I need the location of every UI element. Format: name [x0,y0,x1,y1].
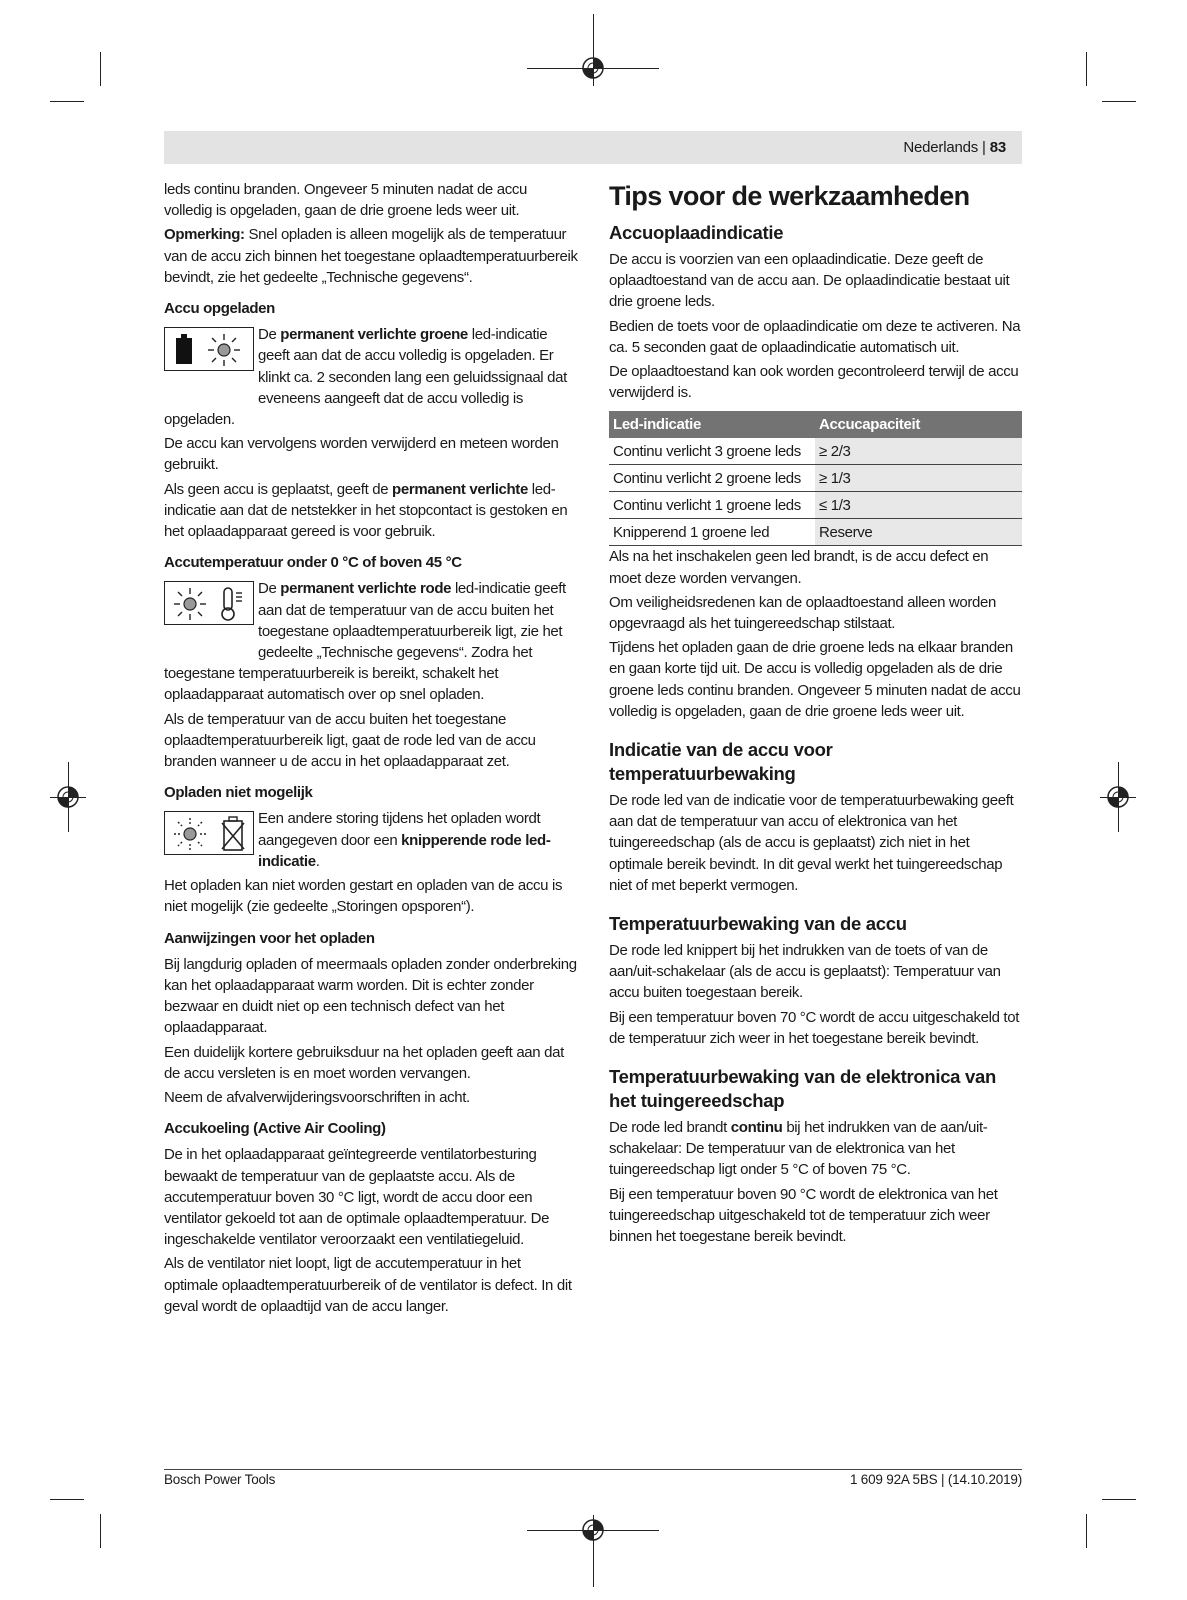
note-label: Opmerking: [164,226,245,244]
table-cell: ≥ 2/3 [815,438,1022,465]
table-cell: ≥ 1/3 [815,465,1022,492]
section-title-accutemperatuur: Accutemperatuur onder 0 °C of boven 45 °C [164,554,462,572]
led-indicator-box [164,327,254,371]
section-title-aanwijzingen: Aanwijzingen voor het opladen [164,929,375,947]
section-title-opladen-niet-mogelijk: Opladen niet mogelijk [164,784,313,802]
section-title-accuoplaadindicatie: Accuoplaadindicatie [609,222,784,243]
note-paragraph [164,224,578,288]
temperatuurbewaking-accu-p2: Bij een temperatuur boven 70 °C wordt de accu uitgeschakeld tot de temperatuur zich weer in het toegestane bereik bevindt. [609,1008,1020,1047]
after-table-p3: Tijdens het opladen gaan de drie groene leds na elkaar branden en gaan korte tijd uit. De accu is volledig opgeladen als de drie groene leds continu branden. Ongeveer 5 minuten nadat de accu volledig is opgeladen, gaan de drie groene leds weer uit. [609,639,1021,720]
crop-mark [1102,101,1136,102]
table-row [609,492,1022,519]
table-header-capacity: Accucapaciteit [815,411,1022,438]
crop-mark [1086,1514,1087,1548]
accuoplaadindicatie-p1: De accu is voorzien van een oplaadindicatie. Deze geeft de oplaadtoestand van de accu aan. De oplaadindicatie bestaat uit drie groene leds. [609,251,1010,311]
opladen-niet-mogelijk-p2: Het opladen kan niet worden gestart en opladen van de accu is niet mogelijk (zie gedeelte „Storingen opsporen“). [164,877,563,916]
crop-mark [50,1499,84,1500]
page-header [164,131,1022,164]
section-title-indicatie-temperatuurbewaking: Indicatie van de accu voor temperatuurbewaking [609,739,833,785]
section-accu-opgeladen [164,324,578,430]
crop-mark [1086,52,1087,86]
temperatuurbewaking-elektronica-p2: Bij een temperatuur boven 90 °C wordt de elektronica van het tuingereedschap uitgeschakeld tot de temperatuur zich weer binnen het toegestane bereik bevindt. [609,1185,998,1246]
thermometer-icon [217,586,247,622]
section-title-accukoeling: Accukoeling (Active Air Cooling) [164,1120,386,1138]
section-title-accu-opgeladen: Accu opgeladen [164,300,275,318]
battery-error-icon [219,816,247,852]
footer-rule [164,1469,1022,1470]
note-text: Snel opladen is alleen mogelijk als de temperatuur van de accu zich binnen het toegestane oplaadtemperatuurbereik bevindt, zie het gedeelte „Technische gegevens“. [164,226,578,286]
table-header-row [609,411,1022,438]
accukoeling-p1: De in het oplaadapparaat geïntegreerde ventilatorbesturing bewaakt de temperatuur van de geplaatste accu. Als de accutemperatuur boven 30 °C ligt, wordt de accu door een ventilator gekoeld tot aan de optimale oplaadtemperatuur. De ingeschakelde ventilator veroorzaakt een ventilatiegeluid. [164,1146,550,1249]
section-opladen-niet-mogelijk [164,808,578,872]
capacity-table [609,411,1022,546]
accuoplaadindicatie-p2: Bedien de toets voor de oplaadindicatie om deze te activeren. Na ca. 5 seconden gaat de oplaadindicatie automatisch uit. [609,317,1021,356]
header-separator: | [982,139,986,156]
table-row [609,519,1022,546]
accutemperatuur-p2: Als de temperatuur van de accu buiten het toegestane oplaadtemperatuurbereik ligt, gaat de rode led van de accu branden wanneer u de accu in het oplaadapparaat zet. [164,710,536,771]
aanwijzingen-p3: Neem de afvalverwijderingsvoorschriften in acht. [164,1088,470,1106]
page-title: Tips voor de werkzaamheden [609,181,970,211]
aanwijzingen-p2: Een duidelijk kortere gebruiksduur na het opladen geeft aan dat de accu versleten is en moet worden vervangen. [164,1043,564,1082]
accu-opgeladen-p2: De accu kan vervolgens worden verwijderd en meteen worden gebruikt. [164,435,559,474]
table-row [609,465,1022,492]
section-title-temperatuurbewaking-elektronica: Temperatuurbewaking van de elektronica van het tuingereedschap [609,1066,996,1112]
registration-mark-icon [580,1517,606,1543]
opladen-niet-mogelijk-text: Een andere storing tijdens het opladen wordt aangegeven door een knipperende rode led-indicatie. [258,810,551,870]
table-cell: Continu verlicht 3 groene leds [609,438,815,465]
table-cell: Reserve [815,519,1022,546]
header-language: Nederlands [903,139,979,156]
accuoplaadindicatie-p3: De oplaadtoestand kan ook worden gecontroleerd terwijl de accu verwijderd is. [609,363,1019,402]
crop-mark [100,52,101,86]
accukoeling-p2: Als de ventilator niet loopt, ligt de accutemperatuur in het optimale oplaadtemperatuurbereik of de ventilator is defect. In dit geval wordt de oplaadtijd van de accu langer. [164,1255,572,1315]
crop-mark [100,1514,101,1548]
aanwijzingen-p1: Bij langdurig opladen of meermaals opladen zonder onderbreking kan het oplaadapparaat warm worden. Dit is echter zonder bezwaar en duidt niet op een technisch defect van het oplaadapparaat. [164,955,577,1037]
registration-mark-icon [580,55,606,81]
indicatie-temperatuurbewaking-p1: De rode led van de indicatie voor de temperatuurbewaking geeft aan dat de temperatuur van accu of elektronica van het tuingereedschap (als de accu is geplaatst) zich niet in het optimale bereik bevindt. In dit geval werkt het tuingereedschap niet of met beperkt vermogen. [609,792,1014,894]
footer-left: Bosch Power Tools [164,1472,276,1487]
registration-mark-icon [55,784,81,810]
table-cell: ≤ 1/3 [815,492,1022,519]
led-blinking-icon [171,815,209,853]
section-accutemperatuur [164,578,578,705]
table-header-led: Led-indicatie [609,411,815,438]
after-table-p1: Als na het inschakelen geen led brandt, is de accu defect en moet deze worden vervangen. [609,548,989,587]
led-lit-icon [171,585,209,623]
crop-mark [50,101,84,102]
after-table-p2: Om veiligheidsredenen kan de oplaadtoestand alleen worden opgevraagd als het tuingereedschap stilstaat. [609,593,996,633]
accutemperatuur-text: De permanent verlichte rode led-indicatie geeft aan dat de temperatuur van de accu buiten het toegestane oplaadtemperatuurbereik ligt, zie het gedeelte „Technische gegevens“. Zodra het toegestane temperatuurbereik is bereikt, schakelt het oplaadapparaat automatisch over op snel opladen. [164,580,566,704]
left-column [164,179,578,1320]
led-lit-icon [205,331,243,369]
table-cell: Continu verlicht 2 groene leds [609,465,815,492]
temperatuurbewaking-elektronica-p1: De rode led brandt continu bij het indrukken van de aan/uit-schakelaar: De temperatuur van de elektronica van het tuingereedschap ligt onder 5 °C of boven 75 °C. [609,1119,988,1179]
crop-mark [1102,1499,1136,1500]
accu-opgeladen-text: De permanent verlichte groene led-indicatie geeft aan dat de accu volledig is opgeladen. Er klinkt ca. 2 seconden lang een geluidssignaal dat eveneens aangeeft dat de accu volledig is opgeladen. [164,326,567,429]
page-number: 83 [989,139,1006,156]
temperatuurbewaking-accu-p1: De rode led knippert bij het indrukken van de toets of van de aan/uit-schakelaar (als de accu is geplaatst): Temperatuur van accu buiten toegestaan bereik. [609,942,1001,1002]
accu-opgeladen-p3: Als geen accu is geplaatst, geeft de permanent verlichte led-indicatie aan dat de netstekker in het stopcontact is gestoken en het oplaadapparaat gereed is voor gebruik. [164,480,568,541]
footer-right: 1 609 92A 5BS | (14.10.2019) [849,1472,1022,1487]
led-indicator-box [164,581,254,625]
right-column [609,179,1022,1250]
battery-icon [175,334,193,364]
led-indicator-box [164,811,254,855]
table-cell: Continu verlicht 1 groene leds [609,492,815,519]
section-title-temperatuurbewaking-accu: Temperatuurbewaking van de accu [609,913,907,935]
table-row [609,438,1022,465]
registration-mark-icon [1105,784,1131,810]
table-cell: Knipperend 1 groene led [609,519,815,546]
intro-paragraph: leds continu branden. Ongeveer 5 minuten nadat de accu volledig is opgeladen, gaan de drie groene leds weer uit. [164,181,528,220]
